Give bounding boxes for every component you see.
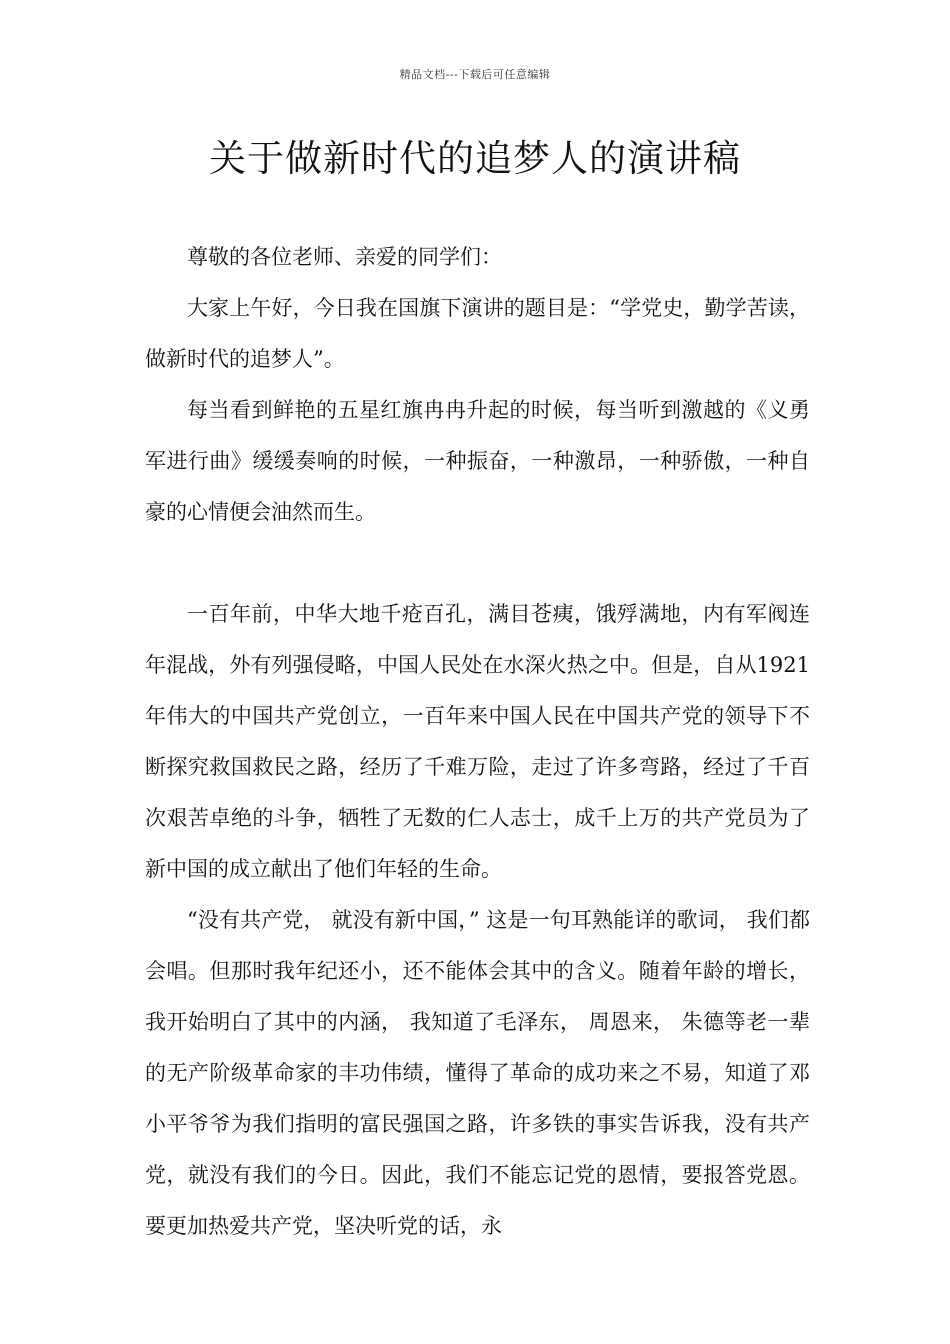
- body-paragraph-4: “没有共产党， 就没有新中国，” 这是一句耳熟能详的歌词， 我们都会唱。但那时我年纪还小，还不能体会其中的含义。随着年龄的增长， 我开始明白了其中的内涵， 我知道了毛泽东， 周恩来， 朱德等老一辈的无产阶级革命家的丰功伟绩，懂得了革命的成功来之不易，知道了邓小平爷爷为我们指明的富民强国之路，许多铁的事实告诉我，没有共产党，就没有我们的今日。因此，我们不能忘记党的恩情，要报答党恩。要更加热爱共产党，坚决听党的话，永: [145, 908, 810, 1238]
- page-header: 精品文档---下载后可任意编辑: [399, 68, 551, 81]
- body-paragraph-1: 大家上午好，今日我在国旗下演讲的题目是：“学党史，勤学苦读，做新时代的追梦人”。: [145, 296, 810, 371]
- body-paragraph-3: 一百年前，中华大地千疮百孔，满目苍痍，饿殍满地，内有军阀连年混战，外有列强侵略，中国人民处在水深火热之中。但是，自从1921年伟大的中国共产党创立，一百年来中国人民在中国共产党的领导下不断探究救国救民之路，经历了千难万险，走过了许多弯路，经过了千百次艰苦卓绝的斗争，牺牲了无数的仁人志士，成千上万的共产党员为了新中国的成立献出了他们年轻的生命。: [145, 602, 810, 881]
- body-paragraph-2: 每当看到鲜艳的五星红旗冉冉升起的时候，每当听到激越的《义勇军进行曲》缓缓奏响的时候，一种振奋，一种激昂，一种骄傲，一种自豪的心情便会油然而生。: [145, 398, 810, 524]
- salutation-paragraph: 尊敬的各位老师、亲爱的同学们：: [187, 245, 502, 269]
- document-body: [145, 232, 810, 1252]
- document-title: 关于做新时代的追梦人的演讲稿: [209, 137, 741, 180]
